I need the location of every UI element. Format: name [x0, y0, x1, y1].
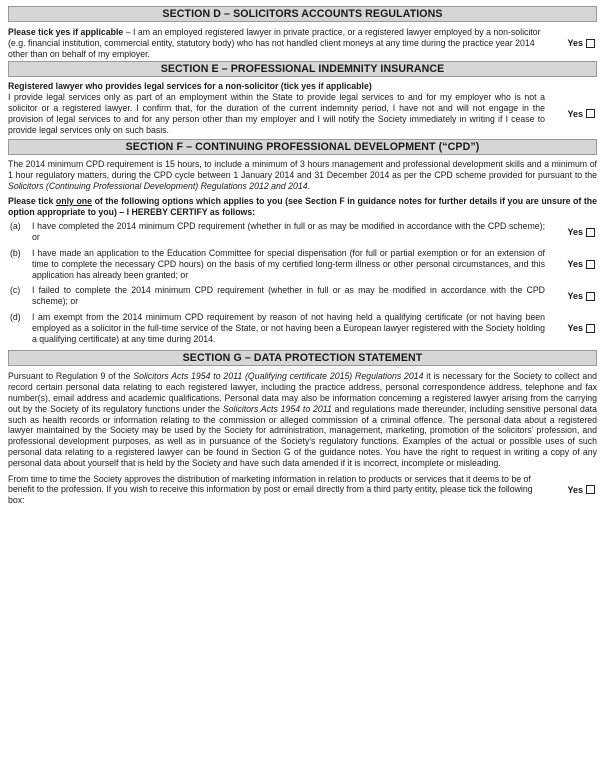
cpd-option-d-yes[interactable]: Yes — [545, 323, 597, 333]
section-g-marketing-row — [8, 474, 597, 506]
cpd-option-b: (b) I have made an application to the Education Committee for special dispensation (for full or partial exemption or for an extension of time to complete the necessary CPD hours) on the basis of my certified long-term illness or other personal circumstances, and this application has already been granted; or Yes — [8, 248, 597, 280]
section-g-marketing-text: From time to time the Society approves the distribution of marketing information in relation to products or services that it deems to be of benefit to the profession. If you wish to receive this information by post or email directly from a third party entity, please tick the following box: — [8, 473, 533, 506]
section-f-header: SECTION F – CONTINUING PROFESSIONAL DEVELOPMENT (“CPD”) — [8, 139, 597, 155]
section-d-body: – I am an employed registered lawyer in private practice, or a registered lawyer employed by a non-solicitor (e.g. financial institution, commercial entity, statutory body) who has not handled client moneys at any time during the practice year 2014 other than on behalf of my employer. — [8, 27, 541, 59]
section-e-header: SECTION E – PROFESSIONAL INDEMNITY INSURANCE — [8, 61, 597, 77]
marketing-checkbox[interactable] — [586, 485, 595, 494]
section-f-instruction: Please tick only one of the following options which applies to you (see Section F in guidance notes for further details if you are unsure of the option appropriate to you) – I HEREBY CERTIFY as follows: — [8, 195, 597, 217]
section-d-lead: Please tick yes if applicable — [8, 27, 124, 37]
section-e-checkbox[interactable] — [586, 109, 595, 118]
section-e-row — [8, 92, 597, 135]
section-d-row — [8, 27, 597, 59]
section-g-statement: Pursuant to Regulation 9 of the Solicitors Acts 1954 to 2011 (Qualifying certificate 2015) Regulations 2014 it is necessary for the Society to collect and record certain personal data relating to each registered lawyer, including the practice address, personal correspondence address, telephone and fax number(s), email address and academic qualifications. Personal data may also be information concerning a registered lawyer arising from the carrying out by the Society of its regulatory functions under the Solicitors Acts 1954 to 2011 and regulations made thereunder, including sensitive personal data such as health records or information relating to the commission or alleged commission of a criminal offence. The personal data about a registered lawyer maintained by the Society may be used by the Society for administration, management, marketing, promotion of the solicitors' profession, and professional development purposes, as well as in pursuance of the Society's regulatory functions. Examples of the actual or possible uses of such personal data relating to a registered lawyer can be found in Section G of the guidance notes. You have the right to request in writing a copy of any personal data about yourself that is held by the Society and have such data amended if it is incorrect, incomplete or misleading. — [8, 371, 597, 468]
section-d-text — [8, 27, 545, 59]
cpd-option-a-checkbox[interactable] — [586, 228, 595, 237]
cpd-option-b-yes[interactable]: Yes — [545, 259, 597, 269]
cpd-option-a: (a) I have completed the 2014 minimum CPD requirement (whether in full or as may be modified in accordance with the CPD scheme); or Yes — [8, 221, 597, 243]
marketing-yes[interactable]: Yes — [545, 485, 597, 495]
section-e-lead: Registered lawyer who provides legal services for a non-solicitor (tick yes if applicable) — [8, 81, 372, 92]
section-f-intro: The 2014 minimum CPD requirement is 15 hours, to include a minimum of 3 hours management and professional development skills and a minimum of 1 hour regulatory matters, during the CPD cycle between 1 January 2014 and 31 December 2014 as per the CPD scheme provided for pursuant to the Solicitors (Continuing Professional Development) Regulations 2012 and 2014. — [8, 159, 597, 191]
cpd-option-c-yes[interactable]: Yes — [545, 291, 597, 301]
cpd-option-a-yes[interactable]: Yes — [545, 227, 597, 237]
cpd-option-d: (d) I am exempt from the 2014 minimum CPD requirement by reason of not having held a qualifying certificate (or not having been employed as a solicitor in the full-time service of the State, or not having been a European lawyer registered with the Society holding a qualifying certificate) at any time during 2014. Yes — [8, 312, 597, 344]
form-page — [8, 0, 597, 506]
section-g-header: SECTION G – DATA PROTECTION STATEMENT — [8, 350, 597, 366]
section-e-text: I provide legal services only as part of an employment within the State to provide legal services to and for my employer who is not a solicitor or a registered lawyer. I confirm that, for the duration of the current indemnity period, I have not and will not engage in the provision of legal services to and for any person other than my employer and I will notify the Society immediately in writing if I cease to provide legal services only on such basis. — [8, 92, 545, 135]
section-d-header: SECTION D – SOLICITORS ACCOUNTS REGULATIONS — [8, 6, 597, 22]
cpd-option-c: (c) I failed to complete the 2014 minimum CPD requirement (whether in full or as may be modified in accordance with the CPD scheme); or Yes — [8, 285, 597, 307]
cpd-option-d-checkbox[interactable] — [586, 324, 595, 333]
cpd-option-c-checkbox[interactable] — [586, 292, 595, 301]
section-d-checkbox[interactable] — [586, 39, 595, 48]
cpd-option-b-checkbox[interactable] — [586, 260, 595, 269]
section-d-yes[interactable]: Yes — [545, 38, 597, 48]
section-e-yes[interactable]: Yes — [545, 109, 597, 119]
